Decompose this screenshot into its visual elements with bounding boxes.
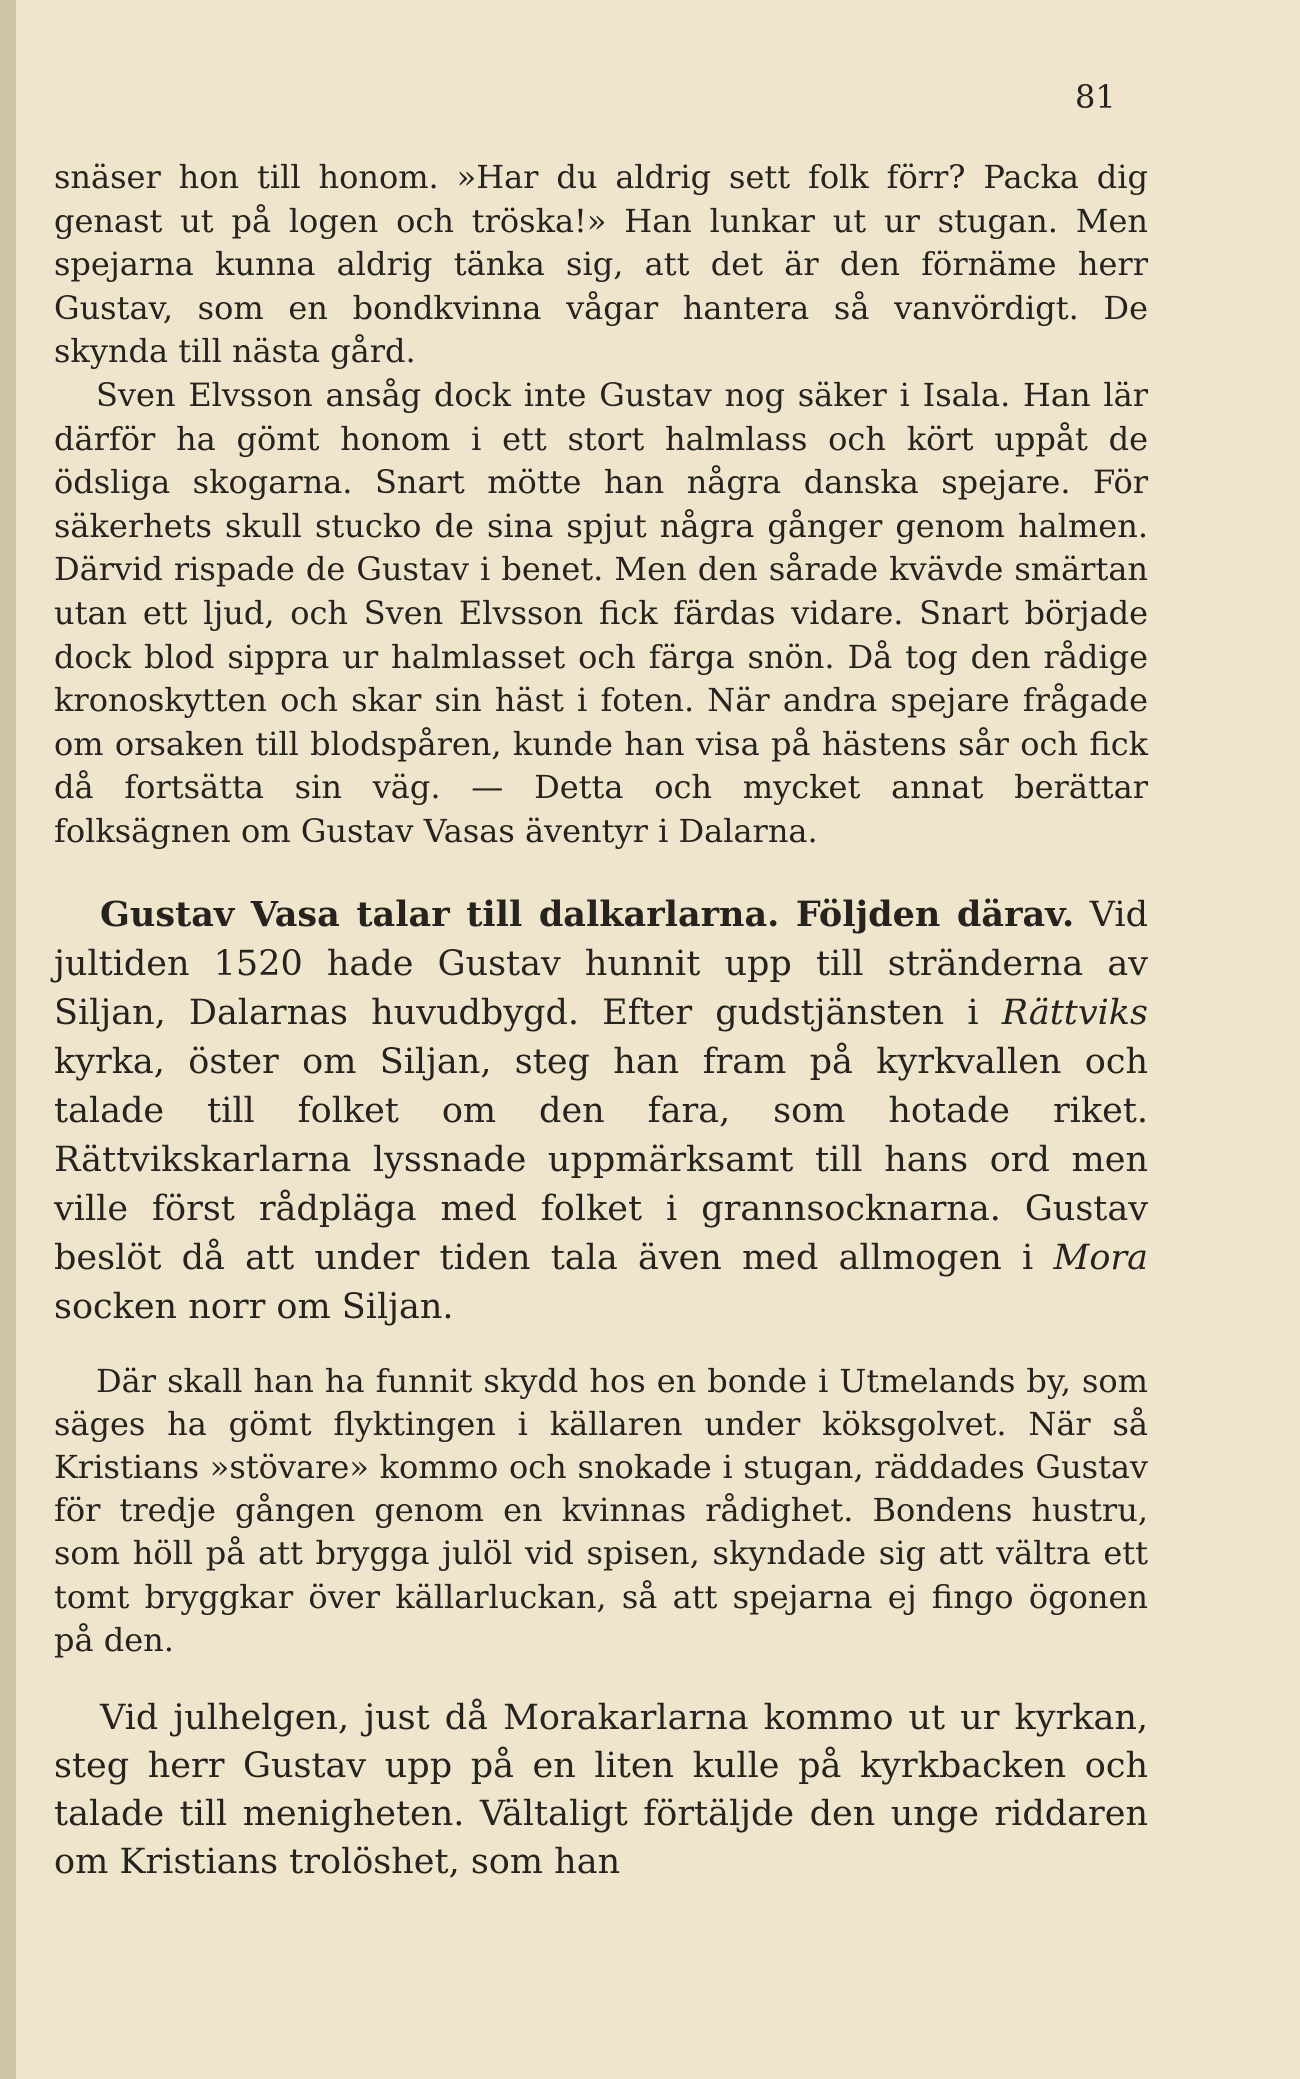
paragraph-1: snäser hon till honom. »Har du aldrig sett folk förr? Packa dig genast ut på logen och tröska!» Han lunkar ut ur stugan. Men spejarna kunna aldrig tänka sig, att det är den förnäme herr Gustav, som en bondkvinna vågar hantera så vanvördigt. De skynda till nästa gård.	[54, 158, 1148, 371]
paragraph-2: Sven Elvsson ansåg dock inte Gustav nog säker i Isala. Han lär därför ha gömt honom i ett stort halmlass och kört uppåt de ödsliga skogarna. Snart mötte han några danska spejare. För säkerhets skull stucko de sina spjut några gånger genom halmen. Därvid rispade de Gustav i benet. Men den sårade kvävde smärtan utan ett ljud, och Sven Elvsson fick färdas vidare. Snart började dock blod sippra ur halmlasset och färga snön. Då tog den rådige kronoskytten och skar sin häst i foten. När andra spejare frågade om orsaken till blodspåren, kunde han visa på hästens sår och fick då fortsätta sin väg. — Detta och mycket annat berättar folksägnen om Gustav Vasas äventyr i Dalarna.	[54, 375, 1148, 850]
paragraph-3: Där skall han ha funnit skydd hos en bonde i Utmelands by, som säges ha gömt flyktingen i källaren under köksgolvet. När så Kristians »stövare» kommo och snokade i stugan, räddades Gustav för tredje gången genom en kvinnas rådighet. Bondens hustru, som höll på att brygga julöl vid spisen, skyndade sig att vältra ett tomt bryggkar över källarluckan, så att spejarna ej fingo ögonen på den.	[54, 1361, 1148, 1659]
section-gustav-talar	[54, 890, 1148, 1332]
section-heading: Gustav Vasa talar till dalkarlarna. Följden därav.	[100, 893, 1075, 935]
section-text-a: Vid jultiden 1520 hade Gustav hunnit upp till stränderna av Siljan, Dalarnas huvudbygd. Efter gudstjänsten i	[54, 894, 1148, 1033]
section-text-b: kyrka, öster om Siljan, steg han fram på kyrkvallen och talade till folket om den fara, som hotade riket. Rättvikskarlarna lyssnade uppmärksamt till hans ord men ville först rådpläga med folket i grannsocknarna. Gustav beslöt då att under tiden tala även med allmogen i	[54, 1041, 1148, 1278]
section-text-c: socken norr om Siljan.	[54, 1286, 454, 1327]
section-paragraph	[54, 890, 1148, 1332]
page-edge-shadow	[0, 0, 16, 2079]
body-text	[54, 156, 1148, 1886]
paragraph-4: Vid julhelgen, just då Morakarlarna kommo ut ur kyrkan, steg herr Gustav upp på en liten kulle på kyrkbacken och talade till menigheten. Vältaligt förtäljde den unge riddaren om Kristians trolöshet, som han	[54, 1697, 1148, 1882]
place-name-mora: Mora	[1053, 1237, 1148, 1278]
page-number: 81	[1075, 78, 1116, 116]
place-name-rattvik: Rättviks	[1001, 992, 1148, 1033]
